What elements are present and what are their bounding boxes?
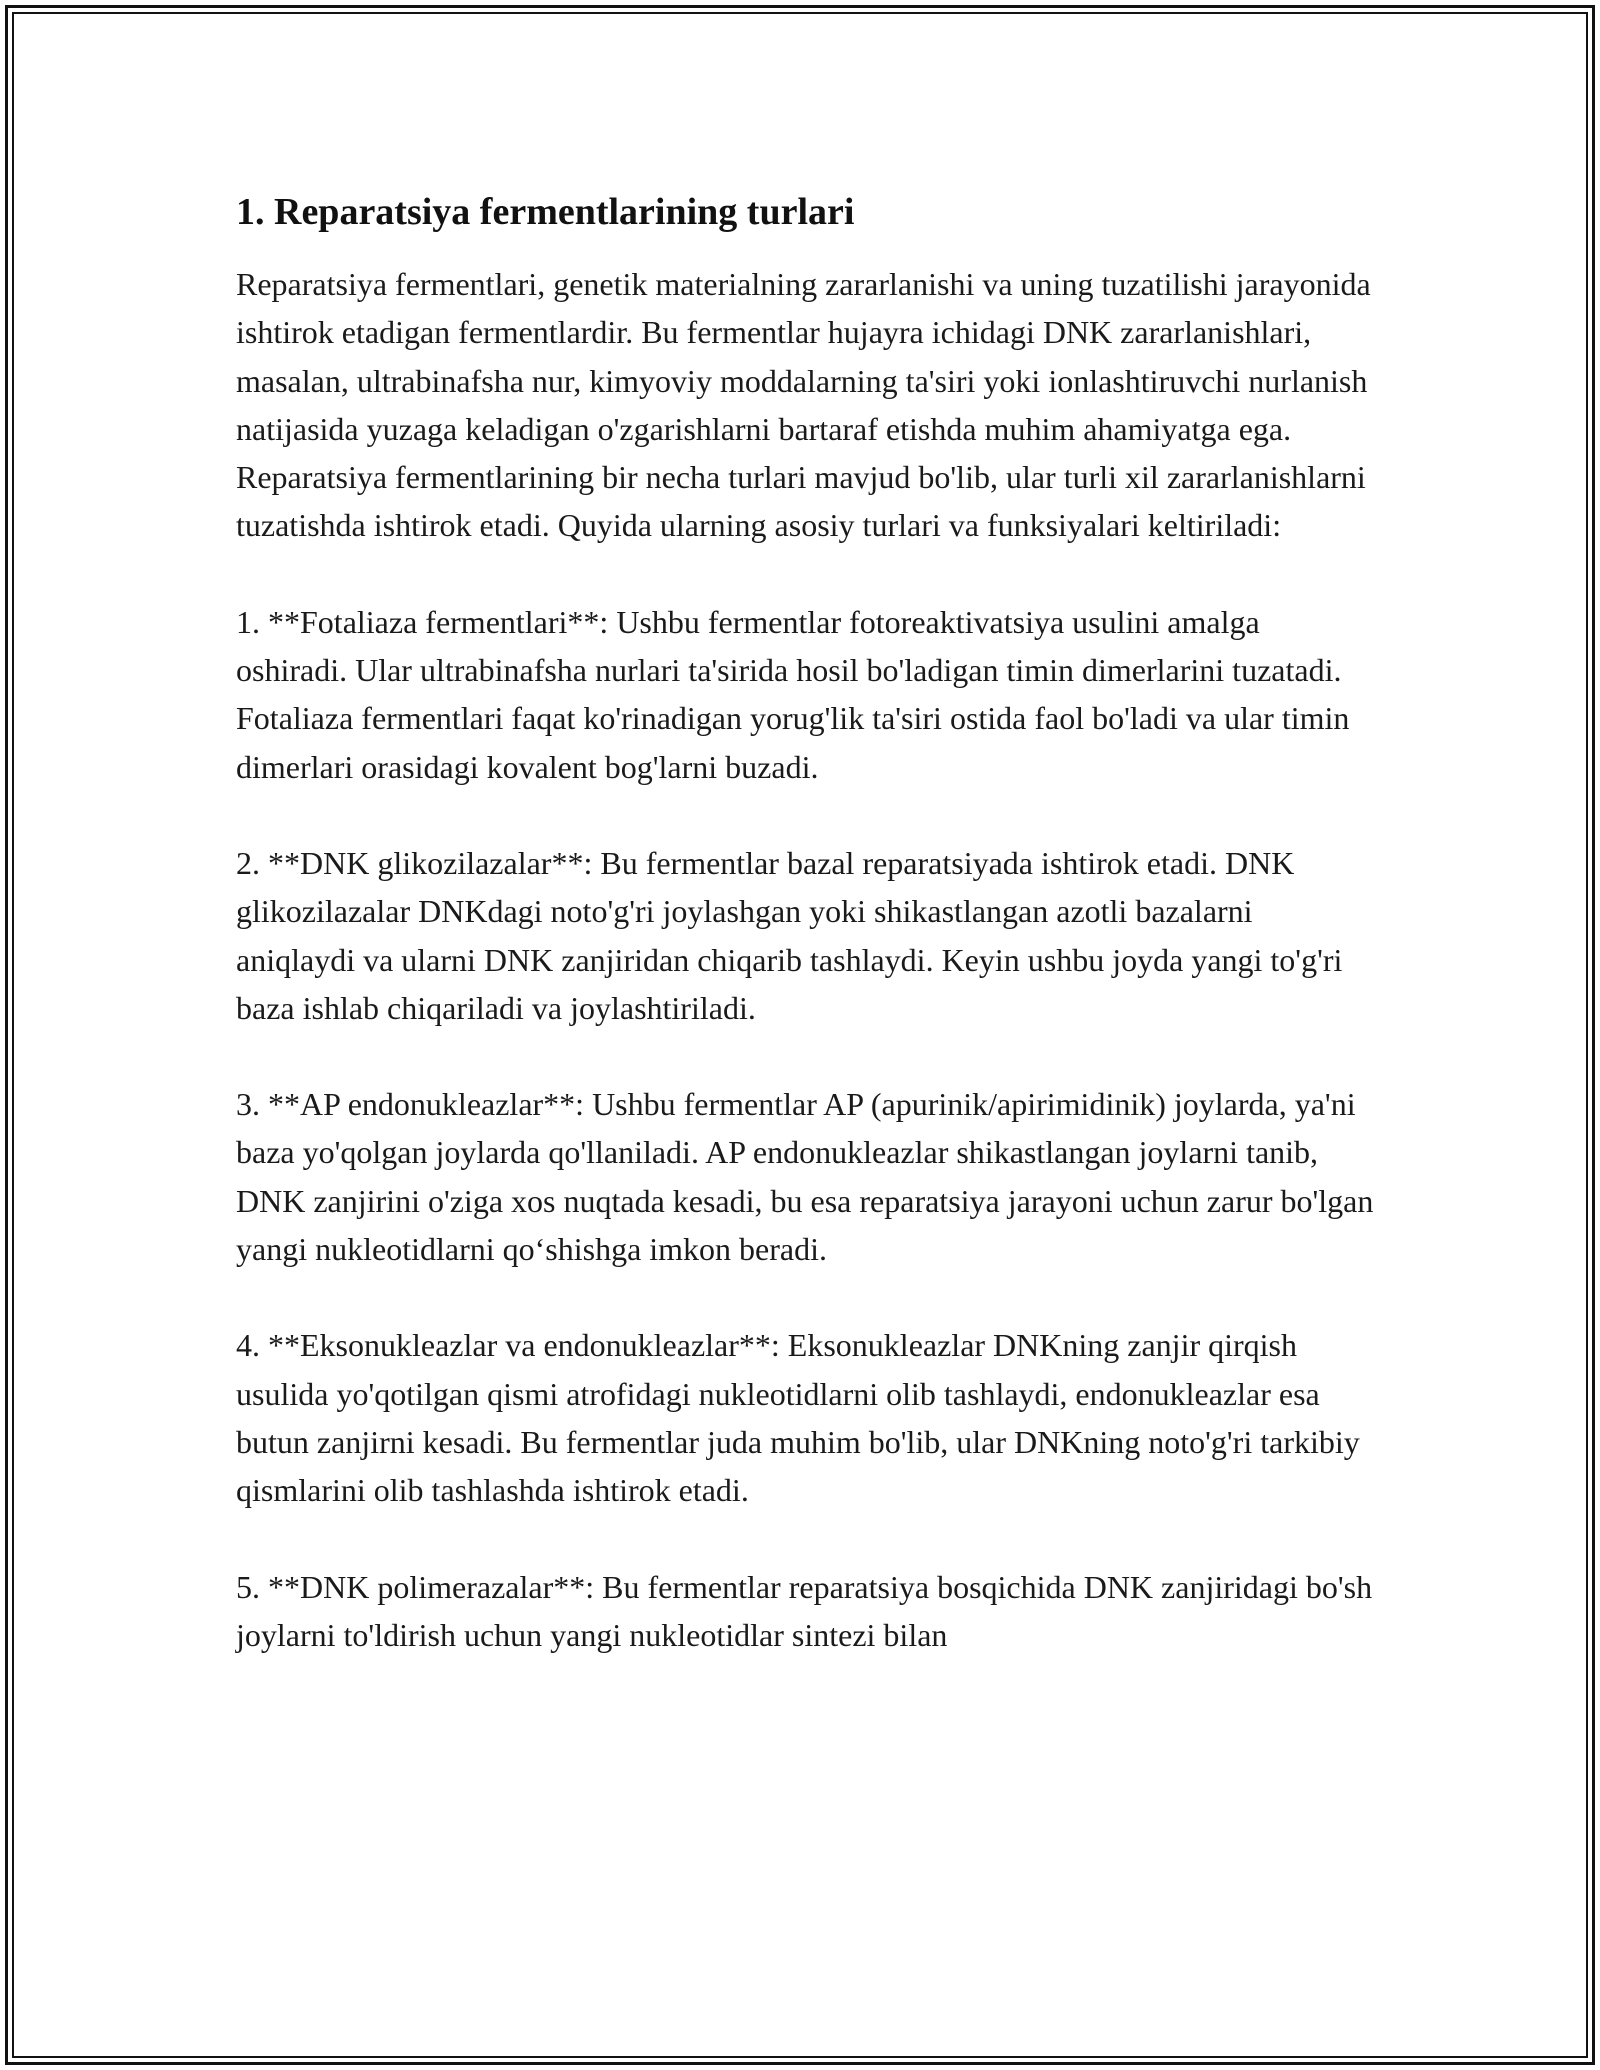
list-item-ap-endonukleazlar: 3. **AP endonukleazlar**: Ushbu fermentlar AP (apurinik/apirimidinik) joylarda, ya'ni baza yo'qolgan joylarda qo'llaniladi. AP endonukleazlar shikastlangan joylarni tanib, DNK zanjirini o'ziga xos nuqtada kesadi, bu esa reparatsiya jarayoni uchun zarur bo'lgan yangi nukleotidlarni qo‘shishga imkon beradi. [236,1086,1374,1268]
list-item-dnk-glikozilazalar: 2. **DNK glikozilazalar**: Bu fermentlar bazal reparatsiyada ishtirok etadi. DNK glikozilazalar DNKdagi noto'g'ri joylashgan yoki shikastlangan azotli bazalarni aniqlaydi va ularni DNK zanjiridan chiqarib tashlaydi. Keyin ushbu joyda yangi to'g'ri baza ishlab chiqariladi va joylashtiriladi. [236,844,1343,1026]
list-item-fotaliaza: 1. **Fotaliaza fermentlari**: Ushbu fermentlar fotoreaktivatsiya usulini amalga oshiradi. Ular ultrabinafsha nurlari ta'sirida hosil bo'ladigan timin dimerlarini tuzatadi. Fotaliaza fermentlari faqat ko'rinadigan yorug'lik ta'siri ostida faol bo'ladi va ular timin dimerlari orasidagi kovalent bog'larni buzadi. [236,603,1350,785]
intro-paragraph: Reparatsiya fermentlari, genetik materialning zararlanishi va uning tuzatilishi jarayonida ishtirok etadigan fermentlardir. Bu fermentlar hujayra ichidagi DNK zararlanishlari, masalan, ultrabinafsha nur, kimyoviy moddalarning ta'siri yoki ionlashtiruvchi nurlanish natijasida yuzaga keladigan o'zgarishlarni bartaraf etishda muhim ahamiyatga ega. Reparatsiya fermentlarining bir necha turlari mavjud bo'lib, ular turli xil zararlanishlarni tuzatishda ishtirok etadi. Quyida ularning asosiy turlari va funksiyalari keltiriladi: [236,266,1371,544]
document-page [236,186,1376,1659]
list-item-eksonukleazlar: 4. **Eksonukleazlar va endonukleazlar**: Eksonukleazlar DNKning zanjir qirqish usulida yo'qotilgan qismi atrofidagi nukleotidlarni olib tashlaydi, endonukleazlar esa butun zanjirni kesadi. Bu fermentlar juda muhim bo'lib, ular DNKning noto'g'ri tarkibiy qismlarini olib tashlashda ishtirok etadi. [236,1327,1360,1509]
section-title: 1. Reparatsiya fermentlarining turlari [236,191,855,233]
list-item-dnk-polimerazalar: 5. **DNK polimerazalar**: Bu fermentlar reparatsiya bosqichida DNK zanjiridagi bo'sh joylarni to'ldirish uchun yangi nukleotidlar sintezi bilan [236,1568,1373,1653]
